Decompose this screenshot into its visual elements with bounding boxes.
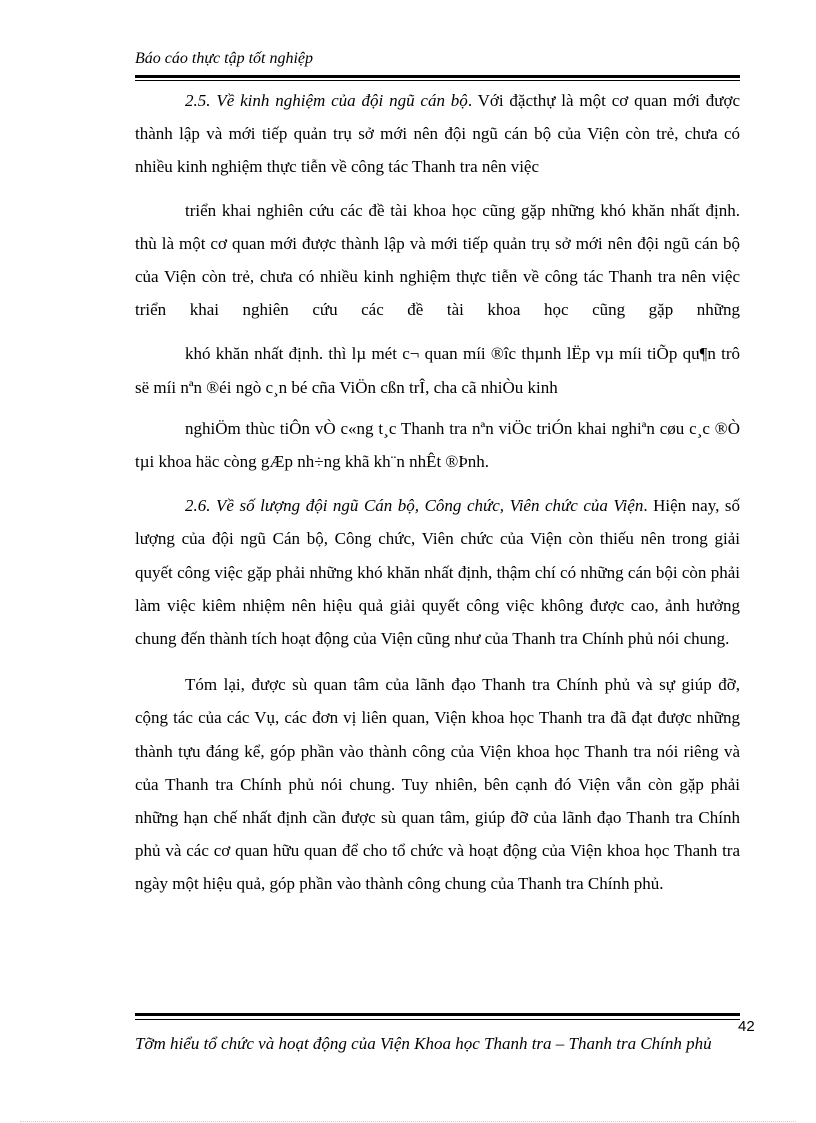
section-heading-2-5: 2.5. Về kinh nghiệm của đội ngũ cán bộ <box>185 91 468 110</box>
footer-rule-thin <box>135 1019 740 1020</box>
header-rule-thick <box>135 75 740 78</box>
paragraph-repeated-text: triển khai nghiên cứu các đề tài khoa học cũng gặp những khó khăn nhất định. thù là một cơ quan mới được thành lập và mới tiếp quản trụ sở mới nên đội ngũ cán bộ của Viện còn trẻ, chưa có nhiều kinh nghiệm thực tiễn về công tác Thanh tra nên việc triển khai nghiên cứu các đề tài khoa học cũng gặp những <box>135 200 740 320</box>
document-body <box>135 84 740 901</box>
section-heading-2-6: 2.6. Về số lượng đội ngũ Cán bộ, Công chức, Viên chức của Viện <box>185 496 644 516</box>
header-rule-thin <box>135 80 740 81</box>
paragraph-2-6-text: . Hiện nay, số lượng của đội ngũ Cán bộ, Công chức, Viên chức của Viện còn thiếu nên trong giải quyết công việc gặp phải những khó khăn nhất định, thậm chí có những cán bội còn phải làm việc kiêm nhiệm nên hiệu quả giải quyết công việc không được cao, ảnh hưởng chung đến thành tích hoạt động của Viện cũng như của Thanh tra Chính phủ nói chung. <box>135 496 740 649</box>
page-number: 42 <box>738 1018 755 1035</box>
paragraph-garbled-text-1: khó khăn nhất định. thì lµ mét c¬ quan míi ®îc thµnh lËp vµ míi tiÕp qu¶n trô së míi nªn ®éi ngò c¸n bé cña ViÖn cßn trÎ, cha cã nhiÒu kinh <box>135 344 740 397</box>
page-bottom-edge <box>20 1121 796 1122</box>
paragraph-2-5-text: . Với đặcthự là một cơ quan mới được thành lập và mới tiếp quản trụ sở mới nên đội ngũ cán bộ của Viện còn trẻ, chưa có nhiều kinh nghiệm thực tiễn về công tác Thanh tra nên việc <box>135 91 740 177</box>
paragraph-garbled-text-2: nghiÖm thùc tiÔn vÒ c«ng t¸c Thanh tra nªn viÖc triÓn khai nghiªn cøu c¸c ®Ò tµi khoa häc còng gÆp nh÷ng khã kh¨n nhÊt ®Þnh. <box>135 418 740 472</box>
page-footer-title: Tỡm hiểu tổ chức và hoạt động của Viện Khoa học Thanh tra – Thanh tra Chính phủ <box>135 1034 712 1053</box>
paragraph-2-5 <box>135 84 740 184</box>
paragraph-conclusion: Tóm lại, được sù quan tâm của lãnh đạo Thanh tra Chính phủ và sự giúp đỡ, cộng tác của các Vụ, các đơn vị liên quan, Viện khoa học Thanh tra đã đạt được những thành tựu đáng kể, góp phần vào thành công của Viện khoa học Thanh tra nói riêng và của Thanh tra Chính phủ nói chung. Tuy nhiên, bên cạnh đó Viện vẫn còn gặp phải những hạn chế nhất định cần được sù quan tâm, giúp đỡ của lãnh đạo Thanh tra Chính phủ và các cơ quan hữu quan để cho tổ chức và hoạt động của Viện khoa học Thanh tra ngày một hiệu quả, góp phần vào thành công chung của Thanh tra Chính phủ. <box>135 675 740 894</box>
paragraph-2-6 <box>135 489 740 655</box>
footer-rule-thick <box>135 1013 740 1016</box>
page-header-title: Báo cáo thực tập tốt nghiệp <box>135 50 314 67</box>
